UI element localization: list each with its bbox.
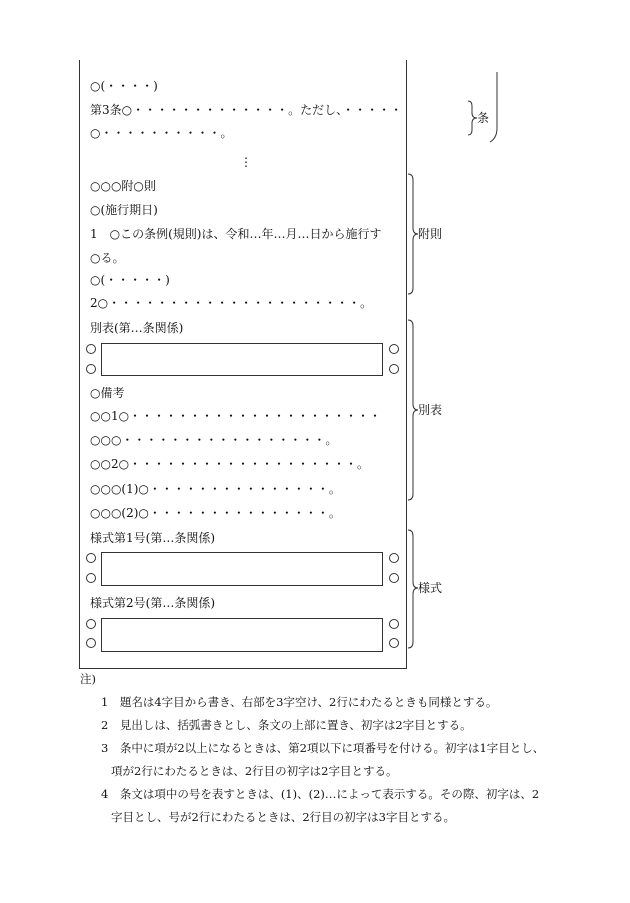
brace-yoshiki: [408, 530, 418, 648]
note-2: 2 見出しは、括弧書きとし、条文の上部に置き、初字は2字目とする。: [101, 718, 472, 732]
note-3-line-2: 項が2行にわたるときは、2行目の初字は2字目とする。: [111, 764, 398, 778]
notes-heading: 注): [80, 672, 96, 686]
form-2-heading: 様式第2号(第…条関係): [90, 596, 215, 610]
brace-label-beppyo: 別表: [418, 403, 443, 417]
item-2-line: 2○・・・・・・・・・・・・・・・・・・・・・。: [90, 296, 373, 310]
note-4-line-2: 字目とし、号が2行にわたるときは、2行目の初字は3字目とする。: [111, 810, 455, 824]
brace-label-fusoku: 附則: [418, 227, 443, 241]
remark-2-subitem-1: ○○○(1)○・・・・・・・・・・・・・・・。: [90, 482, 341, 496]
paren-line: ○(・・・・): [90, 79, 158, 93]
paren-caption: ○(・・・・・): [90, 273, 170, 287]
article-3-continuation: ○・・・・・・・・・・。: [90, 126, 233, 140]
form-1-heading: 様式第1号(第…条関係): [90, 531, 215, 545]
effective-date-continuation: ○る。: [90, 251, 125, 265]
remark-1-line: ○○1○・・・・・・・・・・・・・・・・・・・・・: [90, 409, 382, 423]
brace-label-yoshiki: 様式: [418, 581, 443, 595]
effective-date-line: 1 ○この条例(規則)は、令和…年…月…日から施行す: [90, 227, 382, 241]
brace-beppyo: [408, 320, 418, 500]
brace-fusoku: [408, 174, 418, 294]
article-3-line: 第3条○・・・・・・・・・・・・・。ただし、・・・・・: [90, 103, 403, 117]
supplementary-heading: ○○○附○則: [90, 179, 156, 193]
appendix-table-heading: 別表(第…条関係): [90, 321, 184, 335]
note-3-line-1: 3 条中に項が2以上になるときは、第2項以下に項番号を付ける。初字は1字目とし、: [101, 741, 545, 755]
remarks-heading: ○備考: [90, 386, 125, 400]
remark-2-line: ○○2○・・・・・・・・・・・・・・・・・・・。: [90, 457, 370, 471]
brace-label-jo: 条: [477, 111, 490, 125]
note-1: 1 題名は4字目から書き、右部を3字空け、2行にわたるときも同様とする。: [101, 695, 498, 709]
remark-2-subitem-2: ○○○(2)○・・・・・・・・・・・・・・・。: [90, 506, 341, 520]
note-4-line-1: 4 条文は項中の号を表すときは、(1)、(2)…によって表示する。その際、初字は、2: [101, 787, 540, 801]
outer-bracket-jo: [490, 72, 497, 142]
vertical-ellipsis: ⋮: [240, 155, 252, 169]
brace-jo: [468, 101, 477, 135]
remark-1-continuation: ○○○・・・・・・・・・・・・・・・・・。: [90, 433, 338, 447]
effective-date-caption: ○(施行期日): [90, 203, 158, 217]
